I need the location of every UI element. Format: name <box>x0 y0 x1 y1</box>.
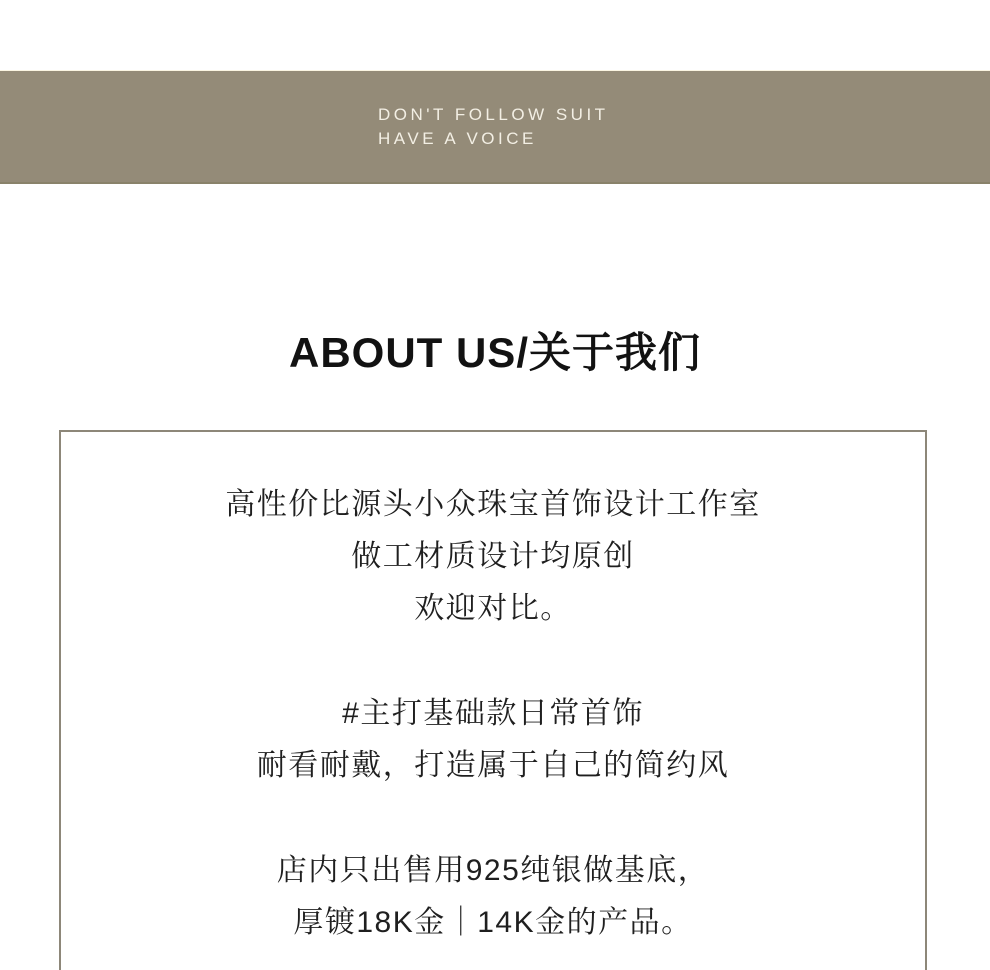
slogan-banner <box>0 70 990 184</box>
about-text-line: 做工材质设计均原创 <box>351 540 635 573</box>
about-text-line: 欢迎对比。 <box>414 592 572 625</box>
about-box <box>59 430 927 970</box>
about-text-line: #主打基础款日常首饰 <box>342 697 644 730</box>
page-title: ABOUT US/关于我们 <box>288 329 701 376</box>
about-text-line: 厚镀18K金｜14K金的产品。 <box>293 906 693 939</box>
about-text-line: 耐看耐戴，打造属于自己的简约风 <box>256 749 730 782</box>
about-text-line: 店内只出售用925纯银做基底， <box>276 854 710 887</box>
about-paragraph-style <box>61 688 925 792</box>
about-paragraph-intro <box>61 479 925 635</box>
about-paragraph-material <box>61 845 925 949</box>
about-text-line: 高性价比源头小众珠宝首饰设计工作室 <box>225 488 761 521</box>
slogan-text <box>378 103 609 151</box>
slogan-line-2: HAVE A VOICE <box>378 129 537 148</box>
slogan-line-1: DON'T FOLLOW SUIT <box>378 105 609 124</box>
